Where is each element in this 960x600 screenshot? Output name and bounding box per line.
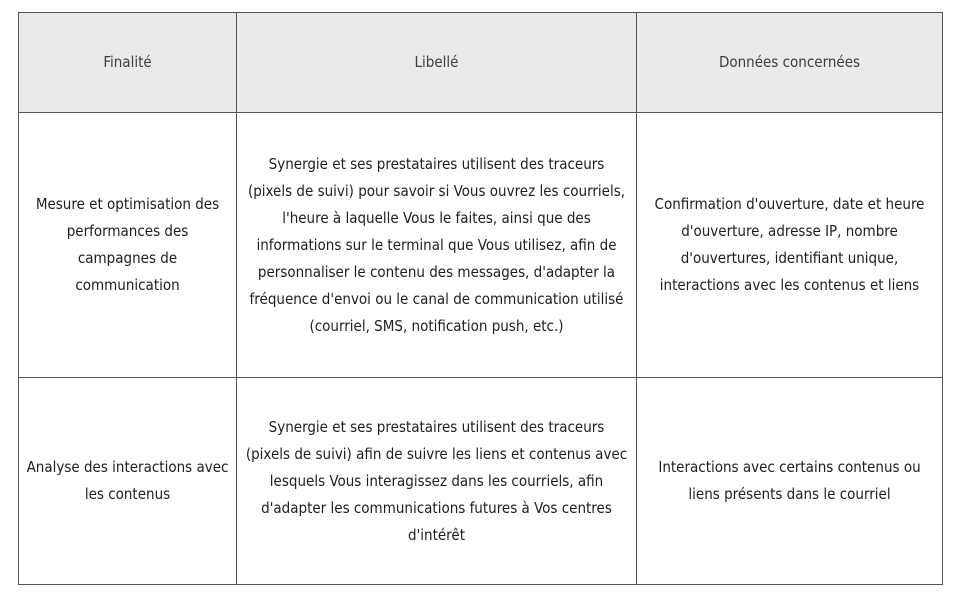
cell-libelle: Synergie et ses prestataires utilisent des traceurs (pixels de suivi) afin de suivre les liens et contenus avec lesquels Vous interagissez dans les courriels, afin d'adapter les communications futures à Vos centres d'intérêt [237,378,637,585]
cell-finalite: Analyse des interactions avec les contenus [19,378,237,585]
table-header [19,13,943,113]
header-libelle: Libellé [237,13,637,113]
table-row [19,378,943,585]
cell-donnees: Confirmation d'ouverture, date et heure d'ouverture, adresse IP, nombre d'ouvertures, identifiant unique, interactions avec les contenus et liens [637,113,943,378]
cell-finalite: Mesure et optimisation des performances des campagnes de communication [19,113,237,378]
cell-libelle: Synergie et ses prestataires utilisent des traceurs (pixels de suivi) pour savoir si Vous ouvrez les courriels, l'heure à laquelle Vous le faites, ainsi que des informations sur le terminal que Vous utilisez, afin de personnaliser le contenu des messages, d'adapter la fréquence d'envoi ou le canal de communication utilisé (courriel, SMS, notification push, etc.) [237,113,637,378]
table-body [19,113,943,585]
header-donnees: Données concernées [637,13,943,113]
header-row [19,13,943,113]
cell-donnees: Interactions avec certains contenus ou liens présents dans le courriel [637,378,943,585]
table-row [19,113,943,378]
tracker-purposes-table [18,12,943,585]
header-finalite: Finalité [19,13,237,113]
